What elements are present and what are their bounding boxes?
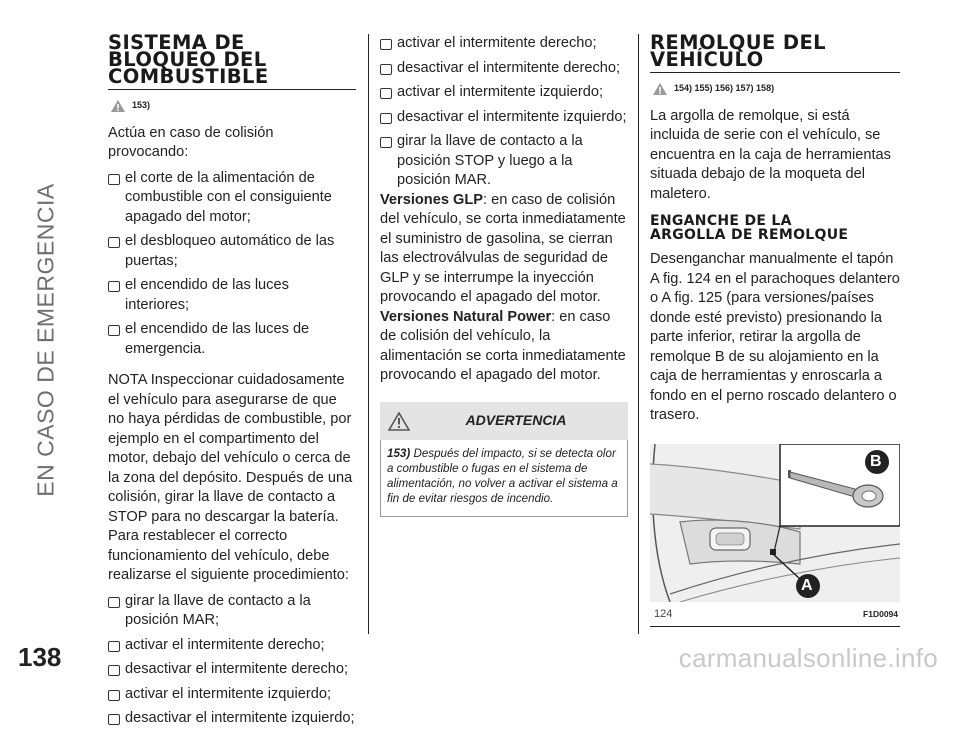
- label-a: A: [801, 576, 813, 594]
- checkbox-bullet-icon: [380, 137, 392, 148]
- checkbox-bullet-icon: [108, 690, 120, 701]
- figure-code: F1D0094: [863, 608, 898, 619]
- checkbox-bullet-icon: [380, 88, 392, 99]
- checkbox-bullet-icon: [108, 281, 120, 292]
- checkbox-bullet-icon: [108, 597, 120, 608]
- tow-ring-instructions: Desenganchar manualmente el tapón A fig. 124 en el parachoques delantero o A fig. 125 (para versiones/países donde esté previsto) presionando la parte inferior, retirar la argolla de remolque B de su alojamiento en la caja de herramientas y enroscarla a fondo en el perno roscado delantero o trasero.: [650, 251, 900, 423]
- list-item: desactivar el intermitente derecho;: [108, 660, 356, 680]
- bumper-illustration: [650, 444, 900, 602]
- side-chapter-title-text: EN CASO DE EMERGENCIA: [32, 183, 59, 497]
- warning-triangle-icon: [388, 412, 410, 431]
- list-item: girar la llave de contacto a la posición STOP y luego a la posición MAR.: [380, 132, 628, 191]
- warning-number: 153): [387, 446, 411, 460]
- list-item: el encendido de las luces interiores;: [108, 276, 356, 315]
- warning-text: Después del impacto, si se detecta olor a combustible o fugas en el sistema de alimentación, no volver a activar el sistema a fin de evitar riesgos de incendio.: [387, 446, 618, 505]
- warning-refs: 154) 155) 156) 157) 158): [652, 79, 900, 99]
- list-item: el corte de la alimentación de combustible con el consiguiente apagado del motor;: [108, 169, 356, 228]
- section-title-fuel-block: SISTEMA DE BLOQUEO DEL COMBUSTIBLE: [108, 34, 356, 90]
- checkbox-bullet-icon: [380, 39, 392, 50]
- list-item: desactivar el intermitente izquierdo;: [380, 108, 628, 128]
- warning-box: [380, 440, 628, 517]
- checkbox-bullet-icon: [108, 665, 120, 676]
- label-b: B: [870, 452, 882, 470]
- subsection-title-tow-ring: ENGANCHE DE LA ARGOLLA DE REMOLQUE: [650, 213, 849, 243]
- watermark: carmanualsonline.info: [678, 643, 938, 673]
- intro-text: Actúa en caso de colisión provocando:: [108, 124, 274, 160]
- list-item: girar la llave de contacto a la posición MAR;: [108, 592, 356, 631]
- warning-title: ADVERTENCIA: [465, 411, 567, 428]
- note-text: NOTA Inspeccionar cuidadosamente el vehículo para asegurarse de que no haya pérdidas de combustible, por ejemplo en el compartimento del motor, debajo del vehículo o cerca de la zona del depósito. Después de una colisión, girar la llave de contacto a STOP para no descargar la batería.: [108, 372, 353, 525]
- checkbox-bullet-icon: [380, 64, 392, 75]
- list-item: activar el intermitente derecho;: [108, 636, 356, 656]
- list-item: activar el intermitente izquierdo;: [108, 685, 356, 705]
- checkbox-bullet-icon: [108, 714, 120, 725]
- list-item: activar el intermitente izquierdo;: [380, 83, 628, 103]
- restore-text: Para restablecer el correcto funcionamiento del vehículo, debe realizarse el siguiente procedimiento:: [108, 528, 349, 583]
- list-item: el desbloqueo automático de las puertas;: [108, 232, 356, 271]
- checkbox-bullet-icon: [108, 174, 120, 185]
- list-item: el encendido de las luces de emergencia.: [108, 320, 356, 359]
- natural-power-paragraph: Versiones Natural Power: en caso de colisión del vehículo, la alimentación se corta inmediatamente provocando el apagado del motor.: [380, 308, 626, 383]
- checkbox-bullet-icon: [108, 237, 120, 248]
- column-divider-2: [638, 34, 639, 634]
- warning-refs: 153): [110, 96, 356, 116]
- checkbox-bullet-icon: [108, 641, 120, 652]
- column-divider-1: [368, 34, 369, 634]
- page-number: 138: [18, 642, 62, 672]
- figure-number: 124: [654, 607, 673, 620]
- list-item: activar el intermitente derecho;: [380, 34, 628, 54]
- checkbox-bullet-icon: [108, 325, 120, 336]
- warning-triangle-icon: [652, 82, 668, 96]
- section-title-towing: REMOLQUE DEL VEHÍCULO: [650, 34, 900, 73]
- gpl-paragraph: Versiones GLP: en caso de colisión del vehículo, se corta inmediatamente el suministro de gasolina, se cierran las electroválvulas de seguridad de GLP y se interrumpe la inyección provocando el apagado del motor.: [380, 191, 626, 305]
- column-2: [380, 34, 628, 517]
- checkbox-bullet-icon: [380, 113, 392, 124]
- figure-caption: [650, 602, 900, 628]
- towing-intro: La argolla de remolque, si está incluida de serie con el vehículo, se encuentra en la caja de herramientas situada debajo de la moqueta del maletero.: [650, 107, 891, 202]
- list-item: desactivar el intermitente derecho;: [380, 59, 628, 79]
- column-1: [108, 31, 356, 734]
- warning-triangle-icon: [110, 99, 126, 113]
- column-3: [650, 31, 900, 627]
- list-item: desactivar el intermitente izquierdo;: [108, 709, 356, 729]
- figure-tow-ring: [650, 444, 900, 602]
- warning-header: [380, 402, 628, 440]
